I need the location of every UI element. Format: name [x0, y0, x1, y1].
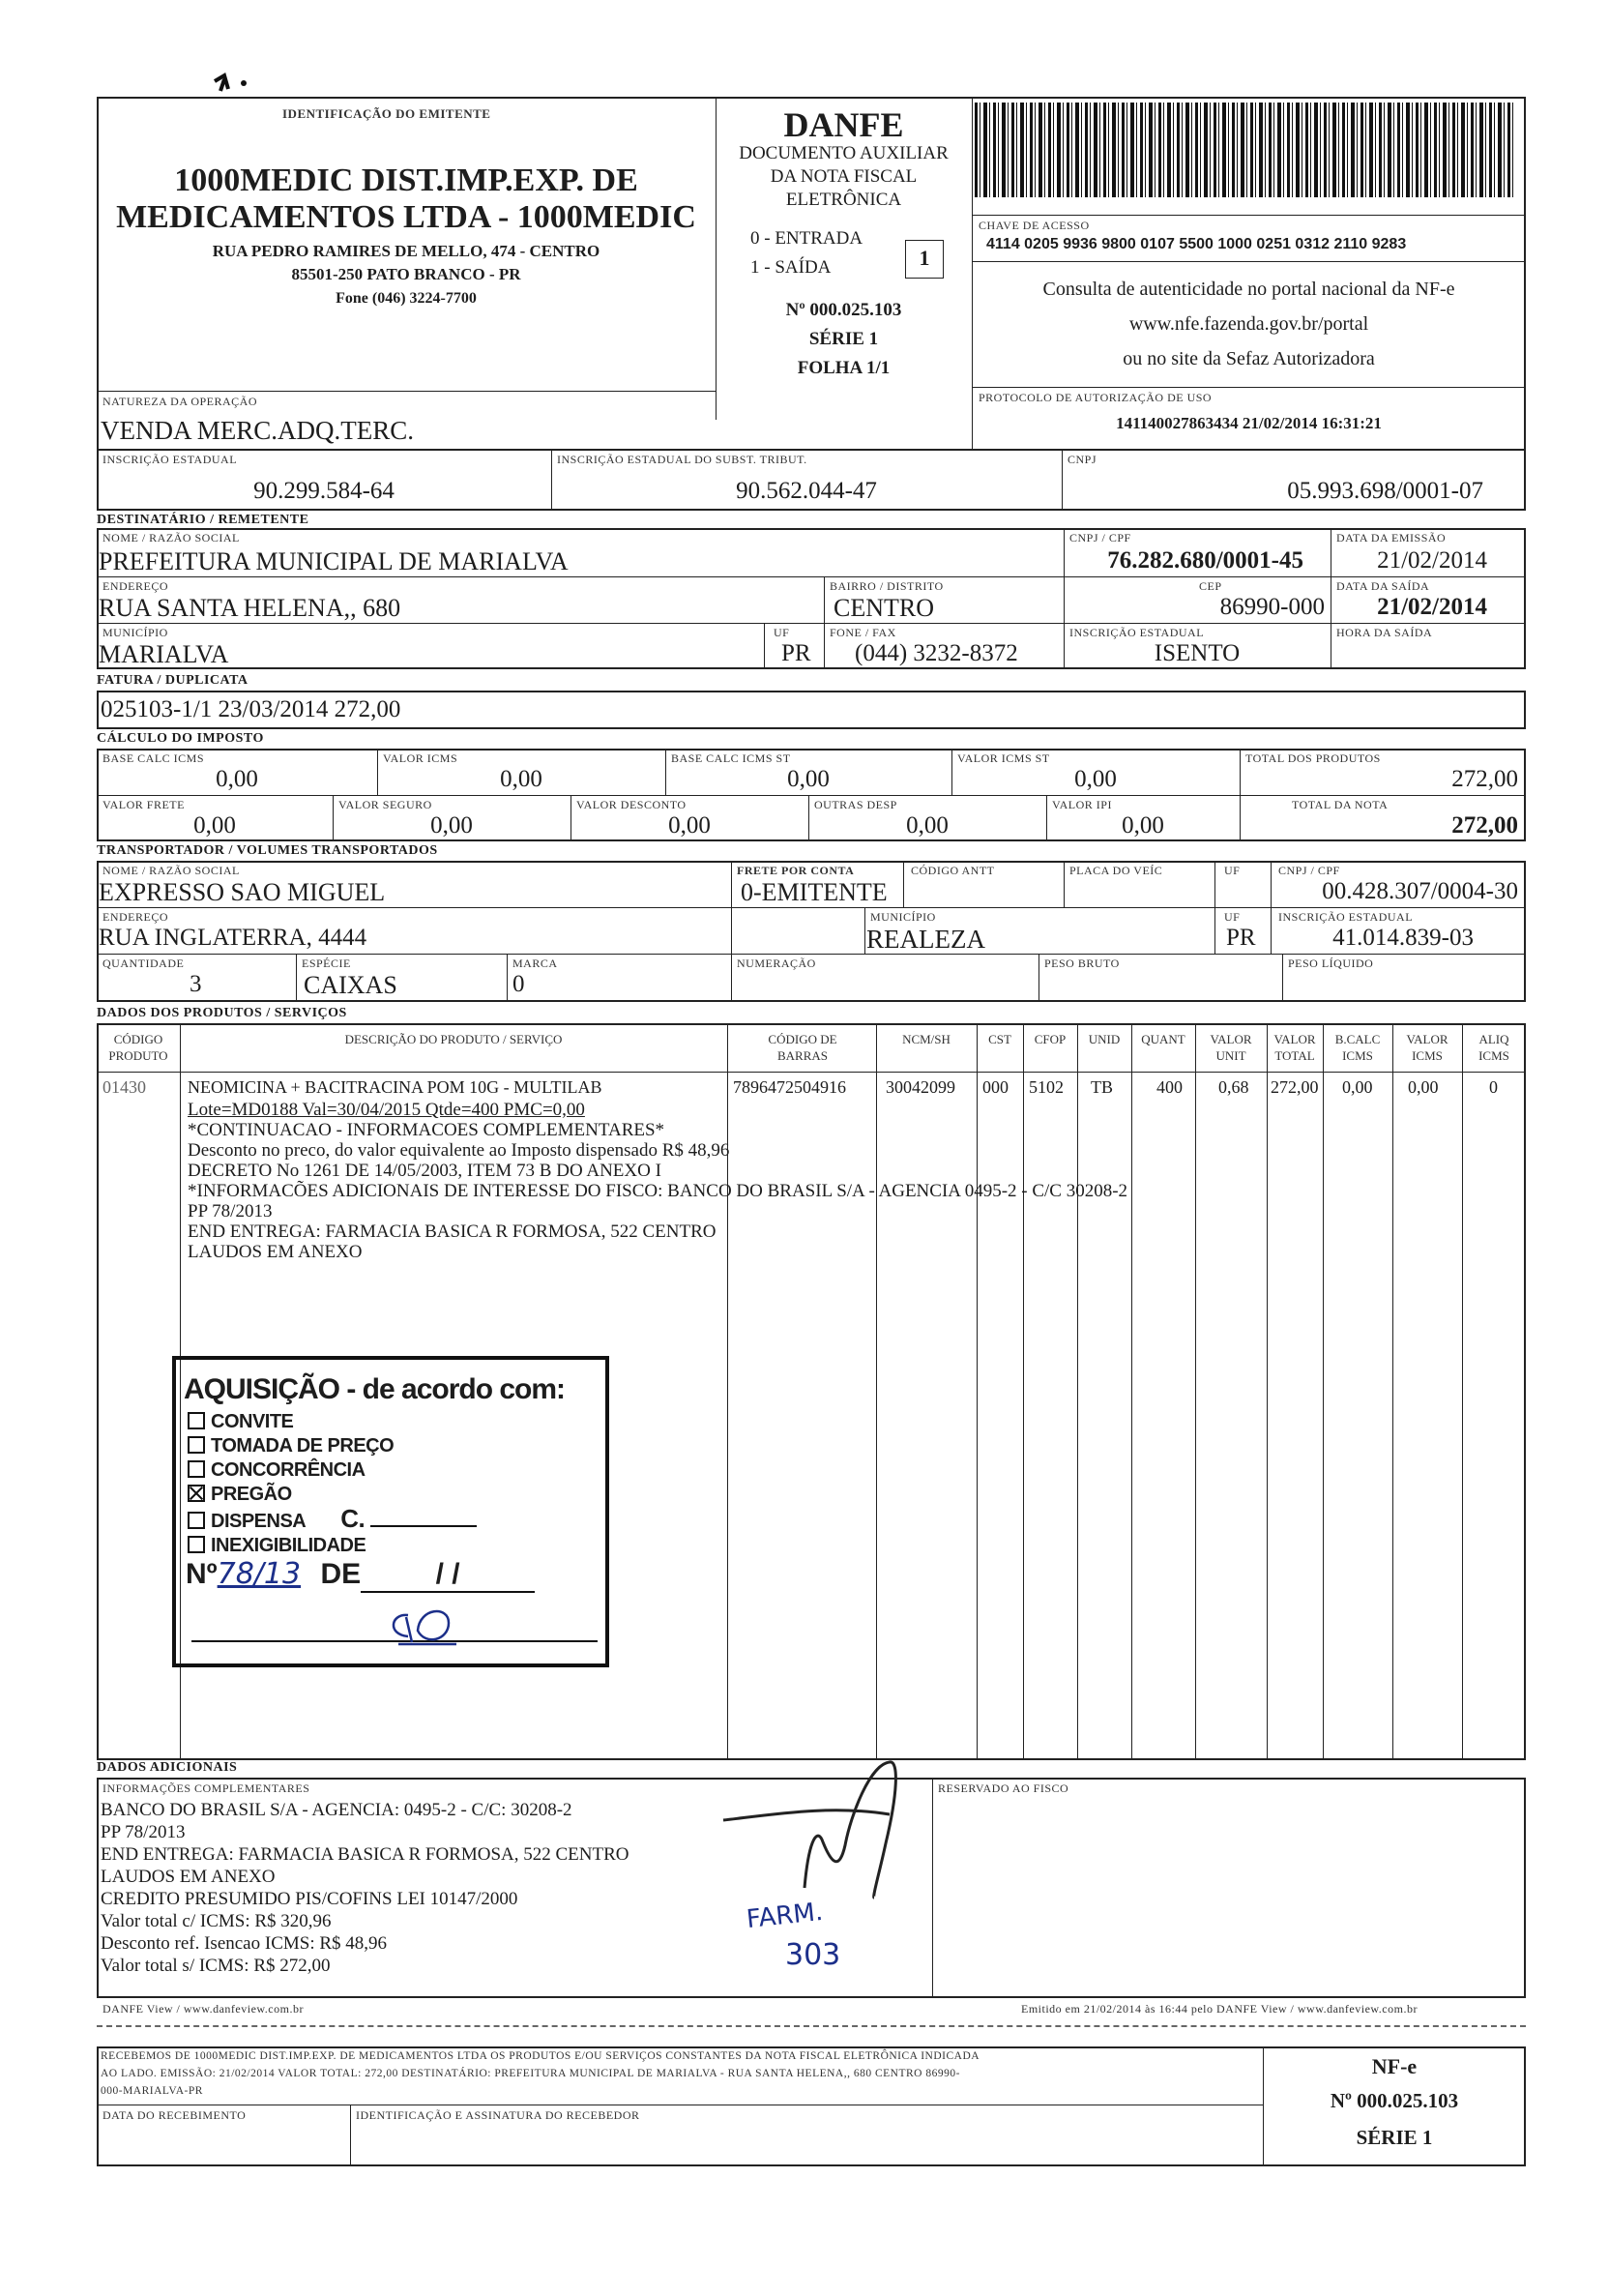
item-cst: 000 — [982, 1077, 1009, 1097]
dest-bairro-caption: BAIRRO / DISTRITO — [830, 579, 944, 593]
transp-especie-caption: ESPÉCIE — [302, 957, 351, 970]
dest-municipio-caption: MUNICÍPIO — [102, 626, 168, 639]
extra-line: END ENTREGA: FARMACIA BASICA R FORMOSA, 522 CENTRO — [188, 1222, 717, 1242]
canhoto-text-3: 000-MARIALVA-PR — [101, 2085, 203, 2097]
handwritten-number: 78/13 — [217, 1557, 302, 1591]
transp-ie: 41.014.839-03 — [1332, 925, 1474, 951]
total-nota-caption: TOTAL DA NOTA — [1292, 798, 1389, 811]
item-vtotal: 272,00 — [1271, 1077, 1319, 1097]
transp-uf2: PR — [1226, 925, 1256, 951]
transp-liquido-caption: PESO LÍQUIDO — [1288, 957, 1374, 970]
cnpj-caption: CNPJ — [1068, 453, 1097, 466]
th-bcalc: B.CALC ICMS — [1334, 1032, 1381, 1063]
dest-saida: 21/02/2014 — [1377, 594, 1487, 620]
info-line: END ENTREGA: FARMACIA BASICA R FORMOSA, 522 CENTRO — [101, 1844, 629, 1865]
transp-uf2-caption: UF — [1224, 910, 1241, 924]
transp-uf-caption: UF — [1224, 864, 1241, 877]
outras: 0,00 — [906, 812, 949, 839]
seguro: 0,00 — [430, 812, 473, 839]
transp-municipio-caption: MUNICÍPIO — [870, 910, 936, 924]
recebimento-caption: DATA DO RECEBIMENTO — [102, 2108, 247, 2122]
transp-ie-caption: INSCRIÇÃO ESTADUAL — [1278, 910, 1414, 924]
item-extra-lines — [188, 1100, 1251, 1262]
consulta-line-3: ou no site da Sefaz Autorizadora — [1123, 348, 1375, 369]
dest-nome-caption: NOME / RAZÃO SOCIAL — [102, 531, 240, 545]
emitente-cep: 85501-250 PATO BRANCO - PR — [291, 265, 521, 283]
stamp-title: AQUISIÇÃO - de acordo com: — [184, 1373, 566, 1405]
base-icms-caption: BASE CALC ICMS — [102, 751, 205, 765]
total-nota: 272,00 — [1451, 812, 1518, 839]
item-aliq: 0 — [1489, 1077, 1498, 1097]
stamp-option-convite: CONVITE — [188, 1410, 477, 1434]
total-prod-caption: TOTAL DOS PRODUTOS — [1245, 751, 1381, 765]
ipi-caption: VALOR IPI — [1052, 798, 1112, 811]
item-vicms: 0,00 — [1408, 1077, 1439, 1097]
natureza-value: VENDA MERC.ADQ.TERC. — [101, 416, 415, 445]
emitente-caption: IDENTIFICAÇÃO DO EMITENTE — [282, 106, 491, 121]
imposto-section: CÁLCULO DO IMPOSTO — [97, 731, 264, 746]
extra-line: LAUDOS EM ANEXO — [188, 1242, 363, 1262]
transp-endereco-caption: ENDEREÇO — [102, 910, 168, 924]
canhoto-serie: SÉRIE 1 — [1356, 2126, 1433, 2149]
item-cfop: 5102 — [1029, 1077, 1064, 1097]
natureza-caption: NATUREZA DA OPERAÇÃO — [102, 395, 258, 408]
dest-ie: ISENTO — [1154, 640, 1241, 666]
assinatura-caption: IDENTIFICAÇÃO E ASSINATURA DO RECEBEDOR — [356, 2108, 640, 2122]
base-st: 0,00 — [787, 766, 830, 792]
protocolo-value: 141140027863434 21/02/2014 16:31:21 — [1116, 414, 1382, 432]
danfe-subtitle-1: DOCUMENTO AUXILIAR — [739, 143, 949, 163]
th-quant: QUANT — [1141, 1032, 1185, 1046]
iest-caption: INSCRIÇÃO ESTADUAL DO SUBST. TRIBUT. — [557, 453, 807, 466]
stamp-option-tomada: TOMADA DE PREÇO — [188, 1434, 477, 1458]
cnpj-value: 05.993.698/0001-07 — [1287, 478, 1483, 504]
th-unid: UNID — [1088, 1032, 1121, 1046]
stamp-option-inexigibilidade: INEXIGIBILIDADE — [188, 1534, 477, 1558]
danfe-numero: Nº 000.025.103 — [785, 300, 902, 320]
protocolo-caption: PROTOCOLO DE AUTORIZAÇÃO DE USO — [979, 391, 1213, 404]
checkbox-icon — [188, 1460, 205, 1478]
transp-frete-caption: FRETE POR CONTA — [737, 864, 855, 877]
checked-checkbox-icon — [188, 1485, 205, 1502]
fisco-caption: RESERVADO AO FISCO — [938, 1781, 1069, 1795]
transp-cnpj-caption: CNPJ / CPF — [1278, 864, 1340, 877]
item-descricao: NEOMICINA + BACITRACINA POM 10G - MULTILAB — [188, 1077, 602, 1097]
danfe-subtitle-2: DA NOTA FISCAL — [770, 166, 918, 187]
danfe-title: DANFE — [783, 105, 904, 144]
transp-qtd: 3 — [190, 971, 202, 997]
extra-line: Desconto no preco, do valor equivalente ao Imposto dispensado R$ 48,96 — [188, 1140, 730, 1161]
transportador-section: TRANSPORTADOR / VOLUMES TRANSPORTADOS — [97, 843, 438, 858]
transp-municipio: REALEZA — [866, 925, 985, 954]
total-prod: 272,00 — [1451, 766, 1518, 792]
canhoto-text-1: RECEBEMOS DE 1000MEDIC DIST.IMP.EXP. DE MEDICAMENTOS LTDA OS PRODUTOS E/OU SERVIÇOS CONSTANTES DA NOTA FISCAL ELETRÔNICA INDICADA — [101, 2050, 980, 2062]
seguro-caption: VALOR SEGURO — [338, 798, 432, 811]
pen-mark — [211, 68, 249, 93]
dest-emissao-caption: DATA DA EMISSÃO — [1336, 531, 1447, 545]
fatura-value: 025103-1/1 23/03/2014 272,00 — [101, 696, 401, 722]
dest-municipio: MARIALVA — [99, 640, 229, 668]
dest-bairro: CENTRO — [834, 594, 934, 622]
transp-frete: 0-EMITENTE — [741, 878, 888, 906]
chave-value: 4114 0205 9936 9800 0107 5500 1000 0251 0312 2110 9283 — [986, 236, 1407, 252]
transp-marca: 0 — [512, 971, 525, 997]
base-icms: 0,00 — [216, 766, 258, 792]
dest-cep-caption: CEP — [1199, 579, 1222, 593]
transp-bruto-caption: PESO BRUTO — [1044, 957, 1120, 970]
item-vunit: 0,68 — [1218, 1077, 1249, 1097]
th-codigo: CÓDIGO PRODUTO — [108, 1032, 168, 1063]
aquisicao-stamp — [172, 1356, 609, 1667]
danfe-saida: 1 - SAÍDA — [750, 257, 832, 278]
info-line: CREDITO PRESUMIDO PIS/COFINS LEI 10147/2000 — [101, 1889, 518, 1909]
destinatario-section: DESTINATÁRIO / REMETENTE — [97, 513, 309, 527]
extra-line: *INFORMACÕES ADICIONAIS DE INTERESSE DO FISCO: BANCO DO BRASIL S/A - AGENCIA 0495-2 - C/C 30208-2 — [188, 1181, 1128, 1201]
handwritten-signature — [716, 1756, 948, 1901]
dest-cnpj-caption: CNPJ / CPF — [1069, 531, 1131, 545]
checkbox-icon — [188, 1512, 205, 1529]
item-barras: 7896472504916 — [733, 1077, 846, 1097]
dest-fone: (044) 3232-8372 — [855, 640, 1018, 666]
desconto: 0,00 — [668, 812, 711, 839]
th-barras: CÓDIGO DE BARRAS — [768, 1032, 837, 1063]
valor-icms: 0,00 — [500, 766, 542, 792]
emitente-name-2: MEDICAMENTOS LTDA - 1000MEDIC — [116, 199, 696, 235]
stamp-numero-line: Nº78/13 DE / / — [186, 1557, 535, 1593]
canhoto-text-2: AO LADO. EMISSÃO: 21/02/2014 VALOR TOTAL: 272,00 DESTINATÁRIO: PREFEITURA MUNICIPAL DE MARIALVA - RUA SANTA HELENA,, 680 CENTRO 86990- — [101, 2068, 960, 2079]
dest-ie-caption: INSCRIÇÃO ESTADUAL — [1069, 626, 1205, 639]
frete-caption: VALOR FRETE — [102, 798, 185, 811]
th-descricao: DESCRIÇÃO DO PRODUTO / SERVIÇO — [344, 1032, 563, 1046]
th-cst: CST — [988, 1032, 1011, 1046]
emitente-name-1: 1000MEDIC DIST.IMP.EXP. DE — [174, 162, 638, 198]
checkbox-icon — [188, 1536, 205, 1553]
th-vicms: VALOR ICMS — [1406, 1032, 1448, 1063]
fatura-section: FATURA / DUPLICATA — [97, 673, 249, 688]
transp-cnpj: 00.428.307/0004-30 — [1322, 878, 1518, 904]
checkbox-icon — [188, 1436, 205, 1454]
transp-qtd-caption: QUANTIDADE — [102, 957, 185, 970]
item-unid: TB — [1091, 1077, 1114, 1097]
dest-uf: PR — [781, 640, 811, 666]
dest-saida-caption: DATA DA SAÍDA — [1336, 579, 1430, 593]
frete: 0,00 — [193, 812, 236, 839]
item-bcalc: 0,00 — [1342, 1077, 1373, 1097]
ie-value: 90.299.584-64 — [253, 478, 395, 504]
emitente-phone: Fone (046) 3224-7700 — [336, 290, 477, 307]
dest-nome: PREFEITURA MUNICIPAL DE MARIALVA — [99, 547, 569, 575]
extra-line: Lote=MD0188 Val=30/04/2015 Qtde=400 PMC=0,00 — [188, 1100, 585, 1120]
danfe-subtitle-3: ELETRÔNICA — [785, 190, 902, 210]
desconto-caption: VALOR DESCONTO — [576, 798, 687, 811]
danfe-folha: FOLHA 1/1 — [797, 358, 891, 378]
th-cfop: CFOP — [1034, 1032, 1067, 1046]
cut-line — [97, 2025, 1526, 2027]
canhoto-numero: Nº 000.025.103 — [1330, 2089, 1459, 2112]
danfe-entrada: 0 - ENTRADA — [750, 228, 863, 249]
transp-nome-caption: NOME / RAZÃO SOCIAL — [102, 864, 240, 877]
ipi: 0,00 — [1122, 812, 1164, 839]
extra-line: *CONTINUACAO - INFORMACOES COMPLEMENTARES* — [188, 1120, 665, 1140]
canhoto-nfe: NF-e — [1371, 2054, 1418, 2078]
info-lines — [101, 1799, 629, 1977]
dest-uf-caption: UF — [774, 626, 790, 639]
produtos-section: DADOS DOS PRODUTOS / SERVIÇOS — [97, 1006, 347, 1020]
consulta-line-1: Consulta de autenticidade no portal nacional da NF-e — [1042, 279, 1455, 300]
iest-value: 90.562.044-47 — [736, 478, 877, 504]
handwritten-303: 303 — [785, 1938, 841, 1972]
valor-st: 0,00 — [1074, 766, 1117, 792]
extra-line: PP 78/2013 — [188, 1201, 273, 1222]
outras-caption: OUTRAS DESP — [814, 798, 897, 811]
info-line: Valor total s/ ICMS: R$ 272,00 — [101, 1956, 331, 1976]
base-st-caption: BASE CALC ICMS ST — [671, 751, 791, 765]
transp-antt-caption: CÓDIGO ANTT — [911, 864, 995, 877]
transp-marca-caption: MARCA — [512, 957, 558, 970]
stamp-option-concorrencia: CONCORRÊNCIA — [188, 1458, 477, 1483]
chave-caption: CHAVE DE ACESSO — [979, 219, 1090, 232]
item-ncm: 30042099 — [886, 1077, 955, 1097]
consulta-line-2: www.nfe.fazenda.gov.br/portal — [1128, 313, 1369, 335]
transp-endereco: RUA INGLATERRA, 4444 — [99, 925, 367, 951]
ie-caption: INSCRIÇÃO ESTADUAL — [102, 453, 238, 466]
stamp-signature — [379, 1596, 466, 1650]
valor-st-caption: VALOR ICMS ST — [957, 751, 1050, 765]
stamp-option-pregao: PREGÃO — [188, 1483, 477, 1507]
handwritten-farm: FARM. — [745, 1897, 825, 1935]
info-caption: INFORMAÇÕES COMPLEMENTARES — [102, 1781, 310, 1795]
transp-nome: EXPRESSO SAO MIGUEL — [99, 878, 386, 906]
barcode — [975, 103, 1516, 197]
th-aliq: ALIQ ICMS — [1478, 1032, 1509, 1063]
dest-cep: 86990-000 — [1219, 594, 1325, 620]
checkbox-icon — [188, 1412, 205, 1429]
info-line: PP 78/2013 — [101, 1822, 186, 1842]
emitente-address: RUA PEDRO RAMIRES DE MELLO, 474 - CENTRO — [212, 242, 600, 260]
danfe-serie: SÉRIE 1 — [808, 329, 879, 349]
dest-endereco: RUA SANTA HELENA,, 680 — [99, 594, 401, 622]
danfe-tipo: 1 — [919, 246, 930, 270]
info-line: Valor total c/ ICMS: R$ 320,96 — [101, 1911, 332, 1931]
item-quant: 400 — [1156, 1077, 1183, 1097]
stamp-option-dispensa: DISPENSA C. — [188, 1507, 477, 1534]
footer-right: Emitido em 21/02/2014 às 16:44 pelo DANFE View / www.danfeview.com.br — [1021, 2002, 1418, 2016]
th-vunit: VALOR UNIT — [1210, 1032, 1252, 1063]
info-line: BANCO DO BRASIL S/A - AGENCIA: 0495-2 - C/C: 30208-2 — [101, 1800, 572, 1820]
transp-placa-caption: PLACA DO VEÍC — [1069, 864, 1163, 877]
transp-numeracao-caption: NUMERAÇÃO — [737, 957, 816, 970]
transp-especie: CAIXAS — [304, 971, 397, 999]
footer-left: DANFE View / www.danfeview.com.br — [102, 2002, 304, 2016]
dest-hora-caption: HORA DA SAÍDA — [1336, 626, 1433, 639]
th-ncm: NCM/SH — [902, 1032, 951, 1046]
dest-emissao: 21/02/2014 — [1377, 547, 1487, 574]
th-vtotal: VALOR TOTAL — [1273, 1032, 1316, 1063]
info-line: Desconto ref. Isencao ICMS: R$ 48,96 — [101, 1933, 388, 1954]
adicionais-section: DADOS ADICIONAIS — [97, 1760, 238, 1775]
item-codigo: 01430 — [102, 1077, 146, 1097]
valor-icms-caption: VALOR ICMS — [383, 751, 458, 765]
info-line: LAUDOS EM ANEXO — [101, 1867, 276, 1887]
dest-endereco-caption: ENDEREÇO — [102, 579, 168, 593]
extra-line: DECRETO No 1261 DE 14/05/2003, ITEM 73 B DO ANEXO I — [188, 1161, 661, 1181]
dest-fone-caption: FONE / FAX — [830, 626, 896, 639]
dest-cnpj: 76.282.680/0001-45 — [1107, 547, 1303, 574]
